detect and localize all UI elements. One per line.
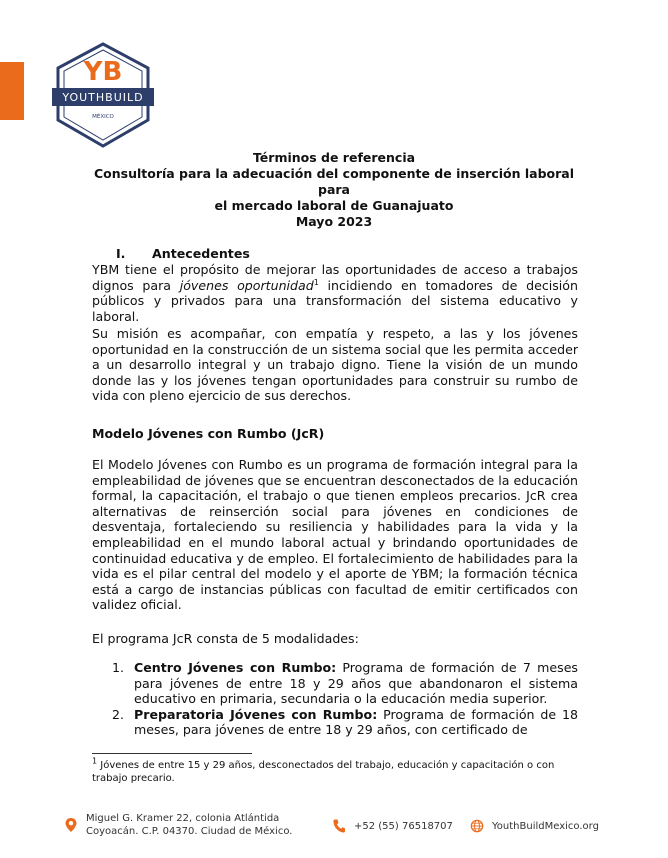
- modalities-list: [92, 660, 578, 738]
- address-line-1: Miguel G. Kramer 22, colonia Atlántida: [86, 813, 280, 824]
- paragraph-modalities: El programa JcR consta de 5 modalidades:: [92, 631, 359, 646]
- title-line-4: Mayo 2023: [295, 214, 373, 229]
- section-heading-model: Modelo Jóvenes con Rumbo (JcR): [92, 426, 325, 441]
- youthbuild-logo: [48, 40, 158, 150]
- logo-country: MÉXICO: [92, 114, 114, 120]
- section-heading-antecedentes: [92, 246, 578, 262]
- footer-address: [64, 812, 292, 838]
- website-link[interactable]: YouthBuildMexico.org: [492, 820, 599, 832]
- accent-bar: [0, 62, 24, 120]
- footnote-mark: 1: [92, 756, 98, 766]
- location-pin-icon: [64, 817, 78, 833]
- title-line-1: Términos de referencia: [252, 150, 416, 165]
- list-item: [92, 660, 578, 707]
- title-line-2: Consultoría para la adecuación del componente de inserción laboral para: [93, 166, 575, 197]
- list-item-text: Programa de formación de 7 meses para jóvenes de entre 18 y 29 años que abandonaron el sistema educativo en primaria, secundaria o la educación media superior.: [134, 660, 578, 707]
- paragraph-mission: Su misión es acompañar, con empatía y respeto, a las y los jóvenes oportunidad en la construcción de un sistema social que les permita acceder a un desarrollo integral y un trabajo digno. Tiene la visión de un mundo donde las y los jóvenes tengan oportunidades para construir su rumbo de vida con pleno ejercicio de sus derechos.: [92, 326, 578, 404]
- document-title: [88, 150, 580, 230]
- phone-icon: [332, 818, 346, 834]
- list-item-text: Programa de formación de 18 meses, para jóvenes de entre 18 y 29 años, con certificado de: [134, 706, 578, 738]
- list-item-number: 1.: [112, 660, 125, 675]
- footnote-ref[interactable]: 1: [313, 277, 319, 287]
- footnote: [92, 756, 582, 785]
- footer-phone[interactable]: [332, 818, 453, 834]
- list-item-title: Preparatoria Jóvenes con Rumbo:: [134, 706, 378, 722]
- section-title: Antecedentes: [152, 246, 250, 261]
- purpose-italic: jóvenes oportunidad: [179, 277, 314, 293]
- purpose-text-b: incidiendo en tomadores de decisión públicos y privados para una transformación del sistema educativo y laboral.: [92, 277, 578, 324]
- phone-number[interactable]: +52 (55) 76518707: [354, 820, 453, 832]
- footnote-text: Jóvenes de entre 15 y 29 años, desconectados del trabajo, educación y capacitación o con trabajo precario.: [92, 760, 555, 784]
- paragraph-purpose: [92, 262, 578, 324]
- globe-icon: [470, 818, 484, 834]
- list-item-number: 2.: [112, 706, 125, 722]
- title-line-3: el mercado laboral de Guanajuato: [214, 198, 454, 213]
- section-number: I.: [116, 246, 126, 261]
- list-item: [92, 707, 578, 738]
- logo-letters: YB: [83, 57, 123, 87]
- list-item-title: Centro Jóvenes con Rumbo:: [134, 660, 337, 675]
- footnote-divider: [92, 753, 252, 754]
- paragraph-model: El Modelo Jóvenes con Rumbo es un programa de formación integral para la empleabilidad de jóvenes que se encuentran desconectados de la educación formal, la capacitación, el trabajo o que tienen empleos precarios. JcR crea alternativas de reinserción social para jóvenes en condiciones de desventaja, fortaleciendo su resiliencia y habilidades para la vida y la empleabilidad en el mundo laboral actual y brindando oportunidades de continuidad educativa y de empleo. El fortalecimiento de habilidades para la vida es el pilar central del modelo y el aporte de YBM; la formación técnica está a cargo de instancias públicas con facultad de emitir certificados con validez oficial.: [92, 457, 578, 613]
- purpose-text-a: YBM tiene el propósito de mejorar las oportunidades de acceso a trabajos dignos para: [92, 262, 578, 293]
- logo-name: YOUTHBUILD: [62, 91, 144, 104]
- page-footer: [0, 808, 668, 848]
- footer-website[interactable]: [470, 818, 599, 834]
- address-line-2: Coyoacán. C.P. 04370. Ciudad de México.: [86, 826, 293, 837]
